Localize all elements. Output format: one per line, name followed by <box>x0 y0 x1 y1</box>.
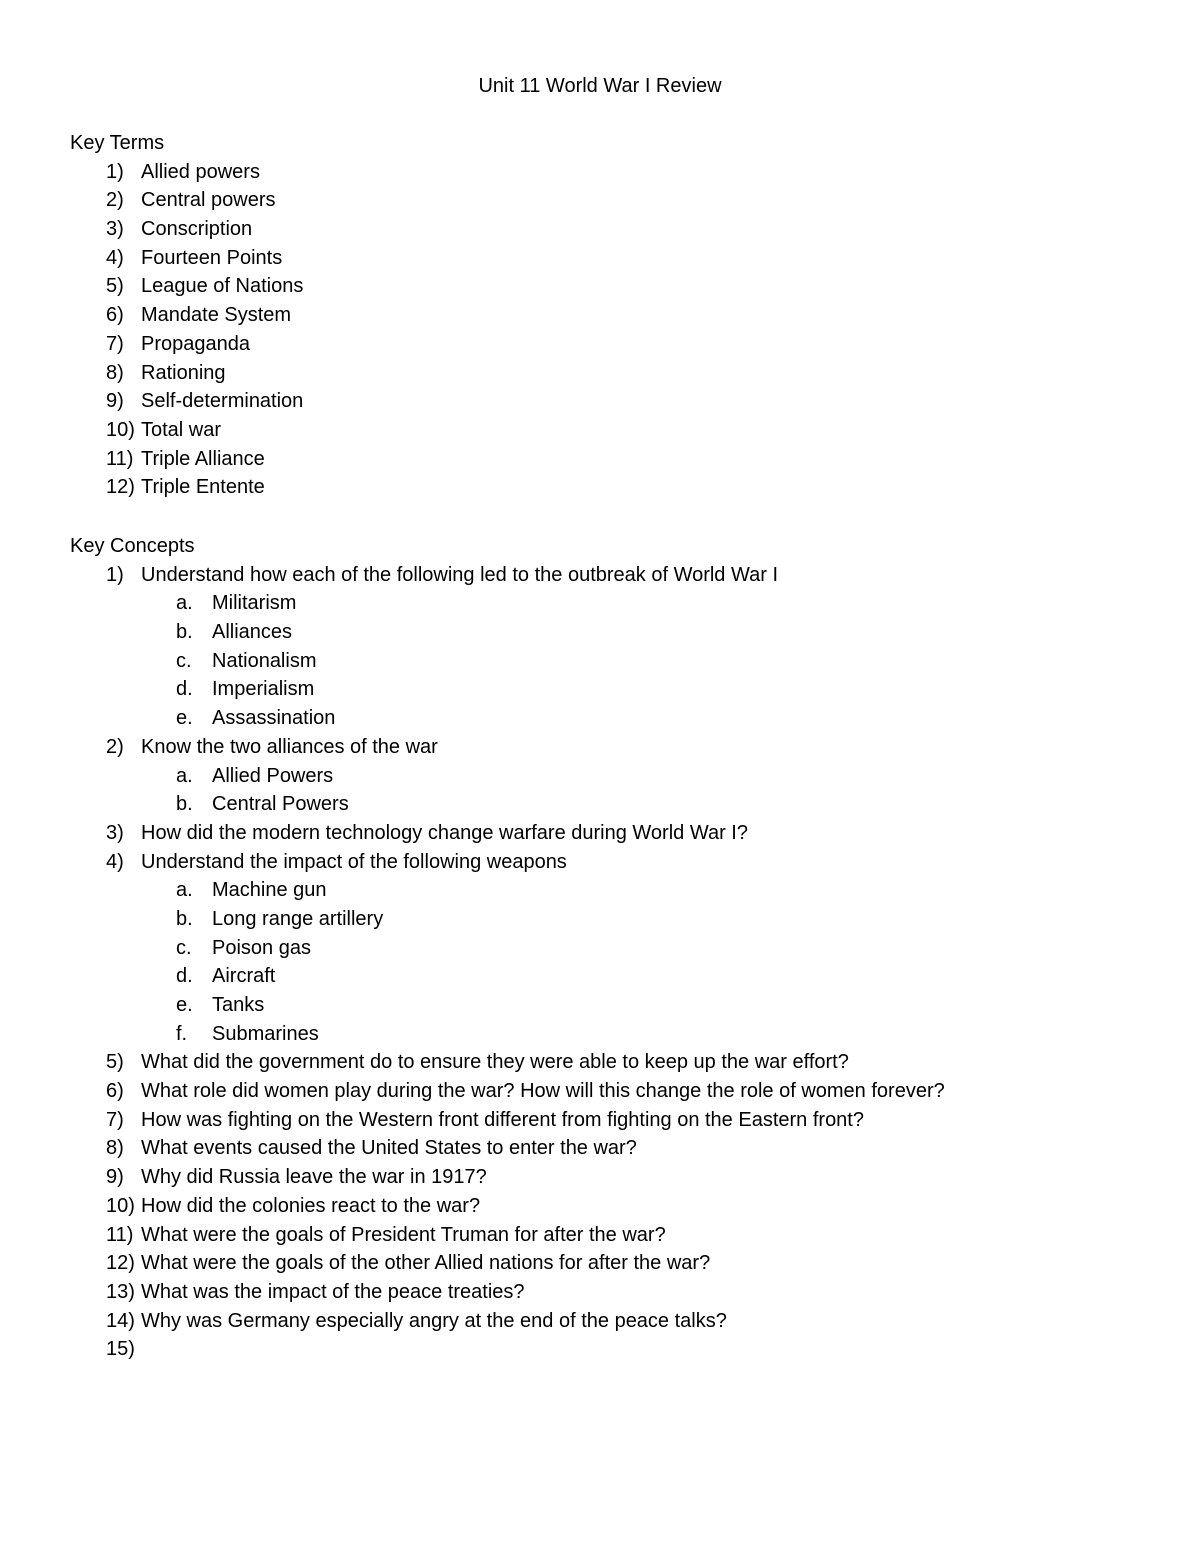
list-number: 1) <box>106 160 124 183</box>
list-number: 6) <box>106 1080 124 1103</box>
concept-item <box>70 1077 1170 1106</box>
sub-letter: b. <box>176 793 193 816</box>
key-term-item <box>70 301 1170 330</box>
key-term-item <box>70 215 1170 244</box>
concept-text: What events caused the United States to enter the war? <box>141 1137 637 1160</box>
concept-subitem <box>70 589 1170 618</box>
list-number: 3) <box>106 821 124 844</box>
list-number: 4) <box>106 246 124 269</box>
concept-subitem <box>70 618 1170 647</box>
concept-item <box>70 733 1170 762</box>
list-number: 14) <box>106 1309 135 1332</box>
concept-subitem <box>70 762 1170 791</box>
list-number: 6) <box>106 304 124 327</box>
key-term-text: Central powers <box>141 189 276 212</box>
sub-letter: c. <box>176 936 192 959</box>
subitem-text: Nationalism <box>212 649 317 672</box>
concept-subitem <box>70 790 1170 819</box>
concept-item <box>70 1335 1170 1364</box>
concept-subitem <box>70 876 1170 905</box>
key-term-text: Self-determination <box>141 390 304 413</box>
concept-subitem <box>70 934 1170 963</box>
concept-subitem <box>70 704 1170 733</box>
list-number: 11) <box>106 1223 134 1246</box>
concept-subitem <box>70 1020 1170 1049</box>
key-term-text: League of Nations <box>141 275 304 298</box>
list-number: 2) <box>106 735 124 758</box>
subitem-text: Submarines <box>212 1022 319 1045</box>
concept-text: Why did Russia leave the war in 1917? <box>141 1166 487 1189</box>
list-number: 5) <box>106 275 124 298</box>
sub-letter: b. <box>176 907 193 930</box>
concept-item <box>70 1163 1170 1192</box>
concept-text: What role did women play during the war? How will this change the role of women forever? <box>141 1080 945 1103</box>
concept-text: What were the goals of the other Allied nations for after the war? <box>141 1252 711 1275</box>
subitem-text: Allied Powers <box>212 764 334 787</box>
list-number: 8) <box>106 361 124 384</box>
sub-letter: e. <box>176 994 193 1016</box>
concept-subitem <box>70 675 1170 704</box>
list-number: 5) <box>106 1051 124 1074</box>
concept-text: What was the impact of the peace treaties? <box>141 1280 525 1303</box>
key-term-item <box>70 473 1170 502</box>
concept-subitem <box>70 647 1170 676</box>
sub-letter: d. <box>176 678 193 701</box>
subitem-text: Poison gas <box>212 936 311 959</box>
concept-item <box>70 1048 1170 1077</box>
sub-letter: a. <box>176 592 193 615</box>
concept-item <box>70 1249 1170 1278</box>
key-terms-heading: Key Terms <box>70 132 165 154</box>
concept-text: Understand how each of the following led to the outbreak of World War I <box>141 563 779 586</box>
key-term-item <box>70 244 1170 273</box>
subitem-text: Central Powers <box>212 793 349 816</box>
subitem-text: Machine gun <box>212 879 327 902</box>
subitem-text: Imperialism <box>212 678 315 701</box>
concept-text: What were the goals of President Truman for after the war? <box>141 1223 666 1246</box>
sub-letter: b. <box>176 621 193 644</box>
list-number: 9) <box>106 390 124 413</box>
concept-text: What did the government do to ensure they were able to keep up the war effort? <box>141 1051 849 1074</box>
concept-subitem <box>70 905 1170 934</box>
list-number: 15) <box>106 1338 135 1361</box>
list-number: 4) <box>106 850 124 873</box>
concept-item <box>70 1106 1170 1135</box>
subitem-text: Aircraft <box>212 965 276 988</box>
key-term-text: Triple Alliance <box>141 447 265 470</box>
concept-subitem <box>70 991 1170 1020</box>
list-number: 7) <box>106 332 124 355</box>
key-term-item <box>70 445 1170 474</box>
concept-item <box>70 1192 1170 1221</box>
list-number: 13) <box>106 1280 135 1303</box>
concept-item <box>70 561 1170 590</box>
sub-letter: f. <box>176 1022 188 1045</box>
concept-text: How was fighting on the Western front different from fighting on the Eastern front? <box>141 1108 864 1131</box>
key-term-item <box>70 186 1170 215</box>
key-term-item <box>70 416 1170 445</box>
subitem-text: Tanks <box>212 994 265 1016</box>
key-term-text: Rationing <box>141 361 226 384</box>
concept-item <box>70 848 1170 877</box>
key-term-text: Propaganda <box>141 332 250 355</box>
list-number: 10) <box>106 1194 135 1217</box>
list-number: 8) <box>106 1137 124 1160</box>
list-number: 9) <box>106 1166 124 1189</box>
subitem-text: Assassination <box>212 707 336 730</box>
key-term-item <box>70 330 1170 359</box>
concept-text: Know the two alliances of the war <box>141 735 438 758</box>
list-number: 11) <box>106 447 134 470</box>
list-number: 12) <box>106 1252 135 1275</box>
subitem-text: Alliances <box>212 621 293 644</box>
concept-item <box>70 819 1170 848</box>
page-title: Unit 11 World War I Review <box>478 75 722 97</box>
list-number: 10) <box>106 418 135 441</box>
list-number: 2) <box>106 189 124 212</box>
sub-letter: c. <box>176 649 192 672</box>
list-number: 7) <box>106 1108 124 1131</box>
concept-item <box>70 1134 1170 1163</box>
key-concepts-section <box>70 532 1170 1364</box>
concept-item <box>70 1278 1170 1307</box>
key-term-text: Triple Entente <box>141 476 265 499</box>
key-concepts-heading: Key Concepts <box>70 535 195 557</box>
concept-text: Understand the impact of the following weapons <box>141 850 567 873</box>
sub-letter: d. <box>176 965 193 988</box>
key-term-item <box>70 158 1170 187</box>
key-terms-section <box>70 129 1170 502</box>
concept-text: How did the colonies react to the war? <box>141 1194 481 1217</box>
sub-letter: a. <box>176 879 193 902</box>
list-number: 12) <box>106 476 135 499</box>
concept-text: How did the modern technology change warfare during World War I? <box>141 821 748 844</box>
key-term-text: Total war <box>141 418 222 441</box>
list-number: 1) <box>106 563 124 586</box>
subitem-text: Militarism <box>212 592 297 615</box>
key-term-item <box>70 272 1170 301</box>
subitem-text: Long range artillery <box>212 907 384 930</box>
concept-subitem <box>70 962 1170 991</box>
list-number: 3) <box>106 218 124 241</box>
key-term-item <box>70 387 1170 416</box>
key-term-text: Fourteen Points <box>141 246 283 269</box>
key-term-text: Mandate System <box>141 304 292 327</box>
concept-item <box>70 1307 1170 1336</box>
concept-text: Why was Germany especially angry at the end of the peace talks? <box>141 1309 727 1332</box>
key-term-text: Conscription <box>141 218 253 241</box>
concept-item <box>70 1221 1170 1250</box>
sub-letter: e. <box>176 707 193 730</box>
key-term-text: Allied powers <box>141 160 260 183</box>
key-term-item <box>70 359 1170 388</box>
sub-letter: a. <box>176 764 193 787</box>
